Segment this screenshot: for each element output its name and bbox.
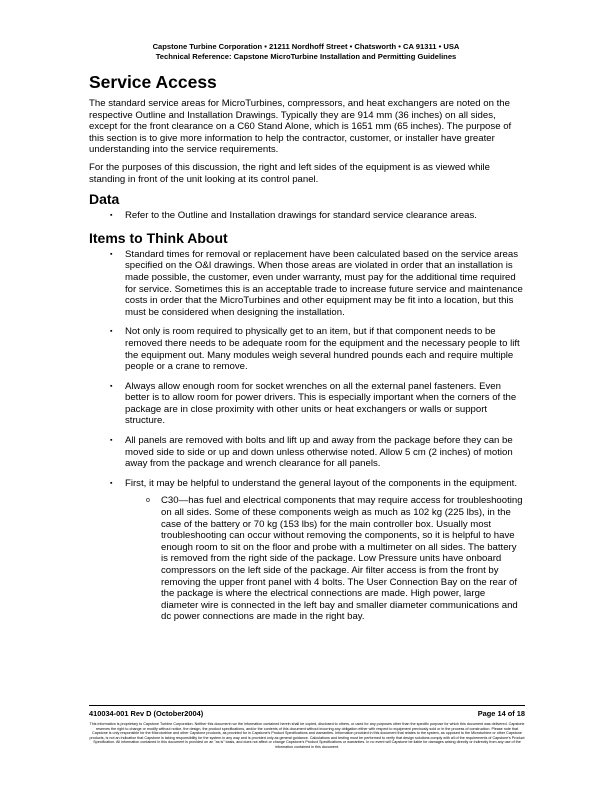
circle-bullet-icon: o	[146, 497, 150, 505]
list-item: ▪ All panels are removed with bolts and lift up and away from the package before they can be moved side to side or up and down unless otherwise noted. Allow 5 cm (2 inches) of motion away from the package and wrench clearance for all panels.	[110, 435, 513, 470]
legal-disclaimer: This information is proprietary to Capstone Turbine Corporation. Neither this document nor the information contained herein shall be copied, disclosed to others, or used for any purposes other than the specific purpose for which this document was delivered. Capstone reserves the right to change or modify without notice, the design, the product specifications, and/or the contents of this document without incurring any obligation either with respect to equipment previously sold or in the process of construction. Please note that Capstone is only responsible for the Microturbine and other Capstone products, as provided for in Capstone's Product Specifications and warranties. Information provided in this document that relates to the system, as opposed to the Microturbine or other Capstone products, is not an indication that Capstone is taking responsibility for the system in any way and is provided only as general guidance. Calculations and testing must be performed to verify that design solutions comply with all of the requirements of Capstone's Product Specification. All information contained in this document is provided on an "as is" basis, and does not affect or change Capstone's Product Specifications or warranties. In no event will Capstone be liable for damages arising directly or indirectly from any use of the information contained in this document.	[89, 722, 525, 749]
items-heading: Items to Think About	[89, 229, 228, 246]
document-id: 410034-001 Rev D (October2004)	[89, 709, 204, 718]
data-heading: Data	[89, 191, 120, 208]
orientation-paragraph: For the purposes of this discussion, the right and left sides of the equipment is as viewed while standing in front of the unit looking at its control panel.	[89, 161, 491, 185]
section-title: Service Access	[89, 72, 217, 92]
bullet-icon: ▪	[110, 212, 113, 220]
list-item: ▪ Not only is room required to physically get to an item, but if that component needs to be removed there needs to be adequate room for the equipment and the necessary people to lift the equipment out. Many modules weigh several hundred pounds each and require multiple people or a crane to remove.	[110, 326, 520, 373]
page-footer	[89, 709, 525, 718]
footer-divider	[89, 705, 525, 706]
bullet-icon: ▪	[110, 250, 113, 258]
sub-list-item: o C30—has fuel and electrical components that may require access for troubleshooting on all sides. Some of these components weigh as much as 102 kg (225 lbs), in the case of the battery or 70 kg (153 lbs) for the main controller box. Usually most troubleshooting can occur without removing the components, so it is helpful to have enough room to sit on the floor and probe with a multimeter on all sides. The battery is removed from the right side of the package. Low Pressure units have onboard compressors on the left side of the package. Air filter access is from the front by removing the upper front panel with 4 bolts. The User Connection Bay on the rear of the package is where the electrical connections are made. High power, large diameter wire is connected in the left bay and smaller diameter communications and dc power connections are made in the right bay.	[146, 495, 523, 623]
sub-list	[125, 495, 525, 623]
document-body	[89, 72, 525, 631]
header-address: Capstone Turbine Corporation • 21211 Nordhoff Street • Chatsworth • CA 91311 • USA	[152, 42, 460, 51]
list-item: ▪ Refer to the Outline and Installation drawings for standard service clearance areas.	[110, 210, 477, 222]
bullet-icon: ▪	[110, 382, 113, 390]
bullet-icon: ▪	[110, 328, 113, 336]
list-item: ▪ First, it may be helpful to understand the general layout of the components in the equipment. o C30—has fuel and electrical components that may require access for troubleshooting on all sides. Some of these components weigh as much as 102 kg (225 lbs), in the case of the battery or 70 kg (153 lbs) for the main controller box. Usually most troubleshooting can occur without removing the components, so it is helpful to have enough room to sit on the floor and probe with a multimeter on all sides. The battery is removed from the right side of the package. Low Pressure units have onboard compressors on the left side of the package. Air filter access is from the front by removing the upper front panel with 4 bolts. The User Connection Bay on the rear of the package is where the electrical connections are made. High power, large diameter wire is connected in the left bay and smaller diameter communications and dc power connections are made in the right bay.	[89, 478, 525, 623]
page-header	[0, 42, 612, 61]
intro-paragraph: The standard service areas for MicroTurbines, compressors, and heat exchangers are noted on the respective Outline and Installation Drawings. Typically they are 914 mm (36 inches) on all sides, except for the front clearance on a C60 Stand Alone, which is 1651 mm (65 inches). The purpose of this section is to give more information to help the contractor, customer, or installer have greater understanding into the service requirements.	[89, 98, 512, 156]
list-item: ▪ Standard times for removal or replacement have been calculated based on the service areas specified on the O&I drawings. When those areas are violated in order that an installation is made possible, the customer, even under warranty, must pay for the additional time required for service. Sometimes this is an acceptable trade to increase future service and maintenance costs in order that the MicroTurbines and other equipment may be fit into a location, but this must be considered when designing the installation.	[110, 248, 523, 318]
bullet-icon: ▪	[110, 479, 113, 487]
data-list	[89, 210, 525, 222]
items-list	[89, 249, 525, 623]
header-reference: Technical Reference: Capstone MicroTurbine Installation and Permitting Guidelines	[155, 51, 457, 61]
bullet-icon: ▪	[110, 437, 113, 445]
list-item: ▪ Always allow enough room for socket wrenches on all the external panel fasteners. Even better is to allow room for power drivers. This is especially important when the corners of the package are in close proximity with other units or heat exchangers or walls or support structure.	[110, 380, 517, 427]
page-number: Page 14 of 18	[477, 709, 525, 718]
